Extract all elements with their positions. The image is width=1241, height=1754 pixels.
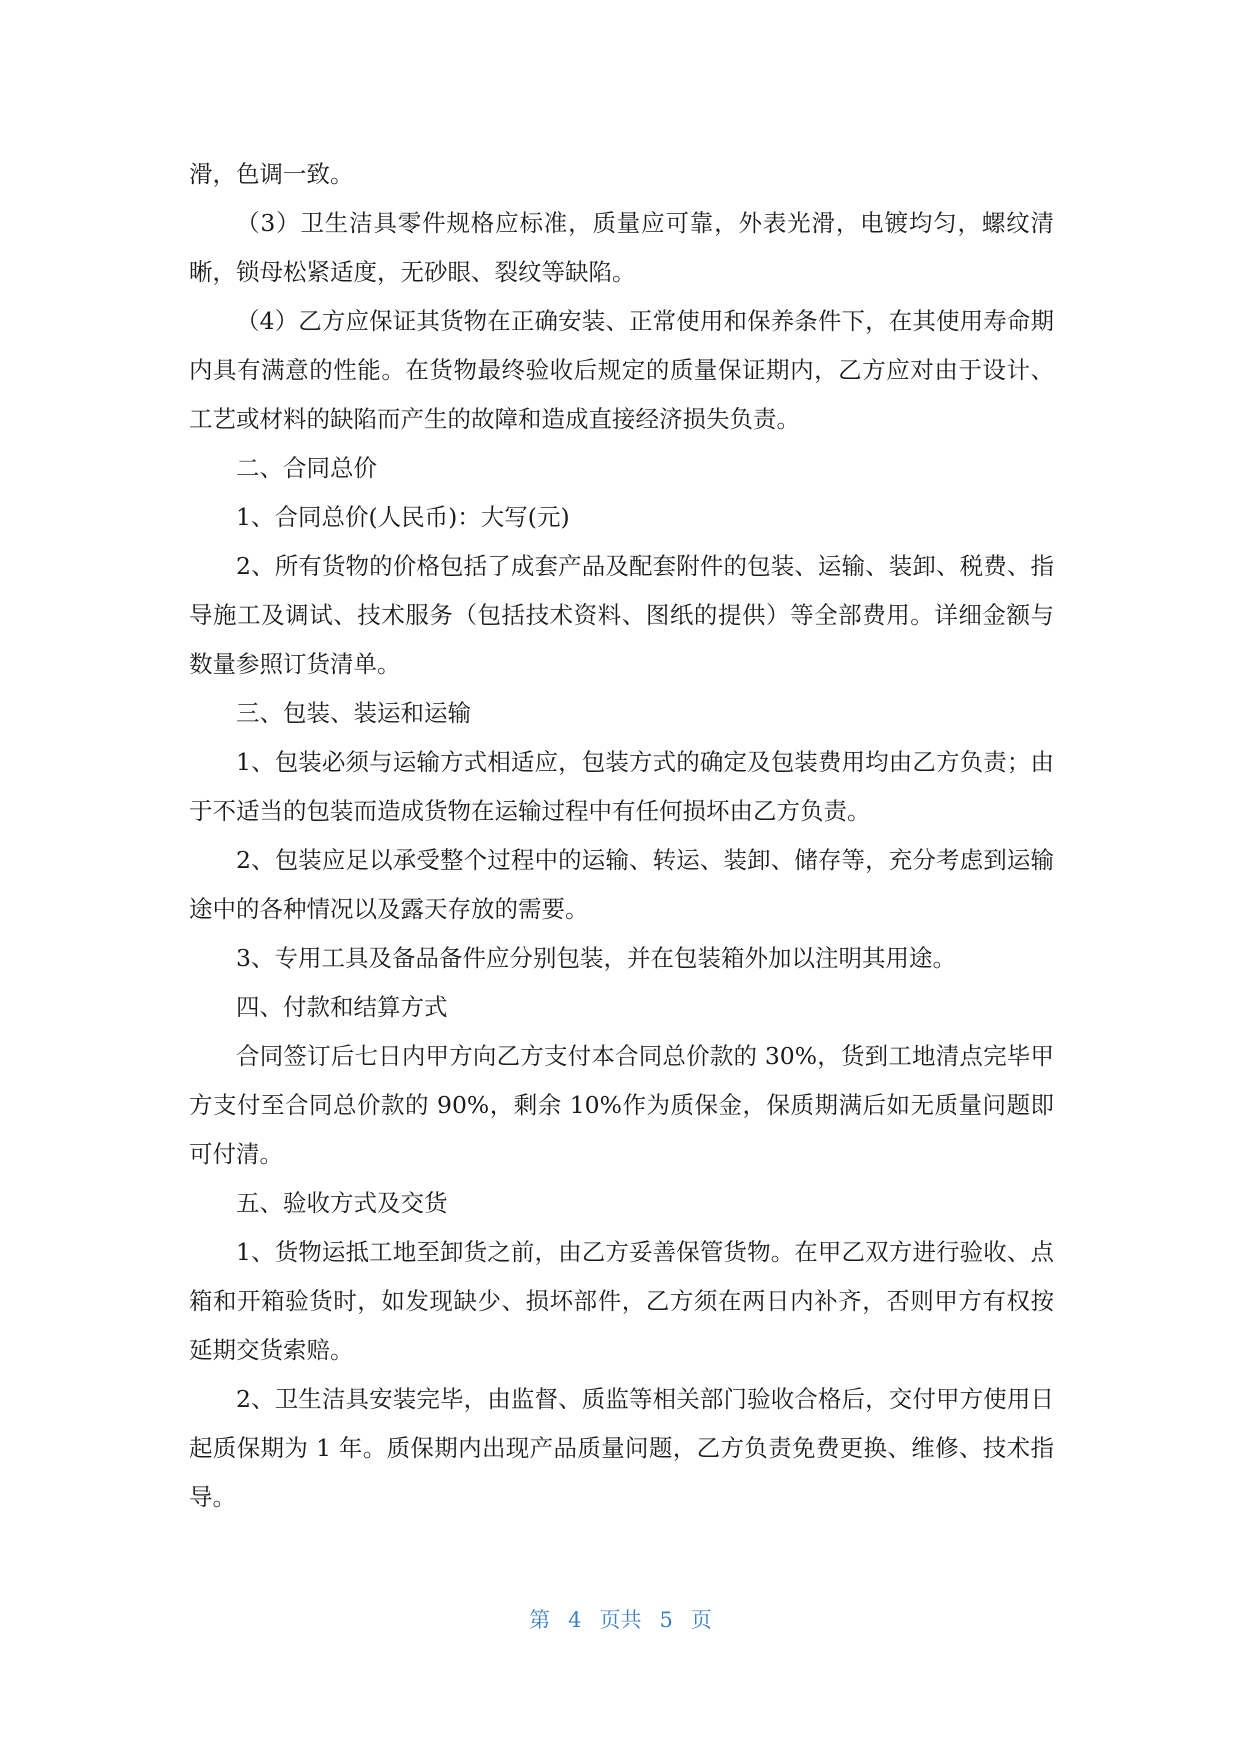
paragraph: 2、卫生洁具安装完毕，由监督、质监等相关部门验收合格后，交付甲方使用日起质保期为 1 年。质保期内出现产品质量问题，乙方负责免费更换、维修、技术指导。	[189, 1385, 1054, 1511]
paragraph: （3）卫生洁具零件规格应标准，质量应可靠，外表光滑，电镀均匀，螺纹清晰，锁母松紧适度，无砂眼、裂纹等缺陷。	[189, 209, 1054, 286]
paragraph: 合同签订后七日内甲方向乙方支付本合同总价款的 30%，货到工地清点完毕甲方支付至合同总价款的 90%，剩余 10%作为质保金，保质期满后如无质量问题即可付清。	[189, 1042, 1054, 1168]
paragraph: 1、合同总价(人民币)：大写(元)	[236, 503, 570, 531]
section-heading: 五、验收方式及交货	[236, 1189, 448, 1217]
paragraph: 3、专用工具及备品备件应分别包装，并在包装箱外加以注明其用途。	[236, 944, 956, 972]
footer-middle: 页共	[599, 1608, 642, 1632]
paragraph: （4）乙方应保证其货物在正确安装、正常使用和保养条件下，在其使用寿命期内具有满意的性能。在货物最终验收后规定的质量保证期内，乙方应对由于设计、工艺或材料的缺陷而产生的故障和造成直接经济损失负责。	[189, 307, 1054, 433]
footer-total-pages: 5	[659, 1608, 673, 1632]
paragraph: 滑，色调一致。	[189, 160, 354, 188]
section-heading: 二、合同总价	[236, 454, 377, 482]
paragraph: 2、包装应足以承受整个过程中的运输、转运、装卸、储存等，充分考虑到运输途中的各种情况以及露天存放的需要。	[189, 846, 1054, 923]
section-heading: 三、包装、装运和运输	[236, 699, 471, 727]
paragraph: 1、包装必须与运输方式相适应，包装方式的确定及包装费用均由乙方负责；由于不适当的包装而造成货物在运输过程中有任何损坏由乙方负责。	[189, 748, 1054, 825]
paragraph: 2、所有货物的价格包括了成套产品及配套附件的包装、运输、装卸、税费、指导施工及调试、技术服务（包括技术资料、图纸的提供）等全部费用。详细金额与数量参照订货清单。	[189, 552, 1054, 678]
footer-prefix: 第	[529, 1608, 551, 1632]
paragraph: 1、货物运抵工地至卸货之前，由乙方妥善保管货物。在甲乙双方进行验收、点箱和开箱验货时，如发现缺少、损坏部件，乙方须在两日内补齐，否则甲方有权按延期交货索赔。	[189, 1238, 1054, 1364]
section-heading: 四、付款和结算方式	[236, 993, 448, 1021]
document-body	[189, 150, 1054, 1522]
footer-current-page: 4	[568, 1608, 582, 1632]
footer-suffix: 页	[690, 1608, 712, 1632]
page-footer	[0, 1604, 1241, 1634]
